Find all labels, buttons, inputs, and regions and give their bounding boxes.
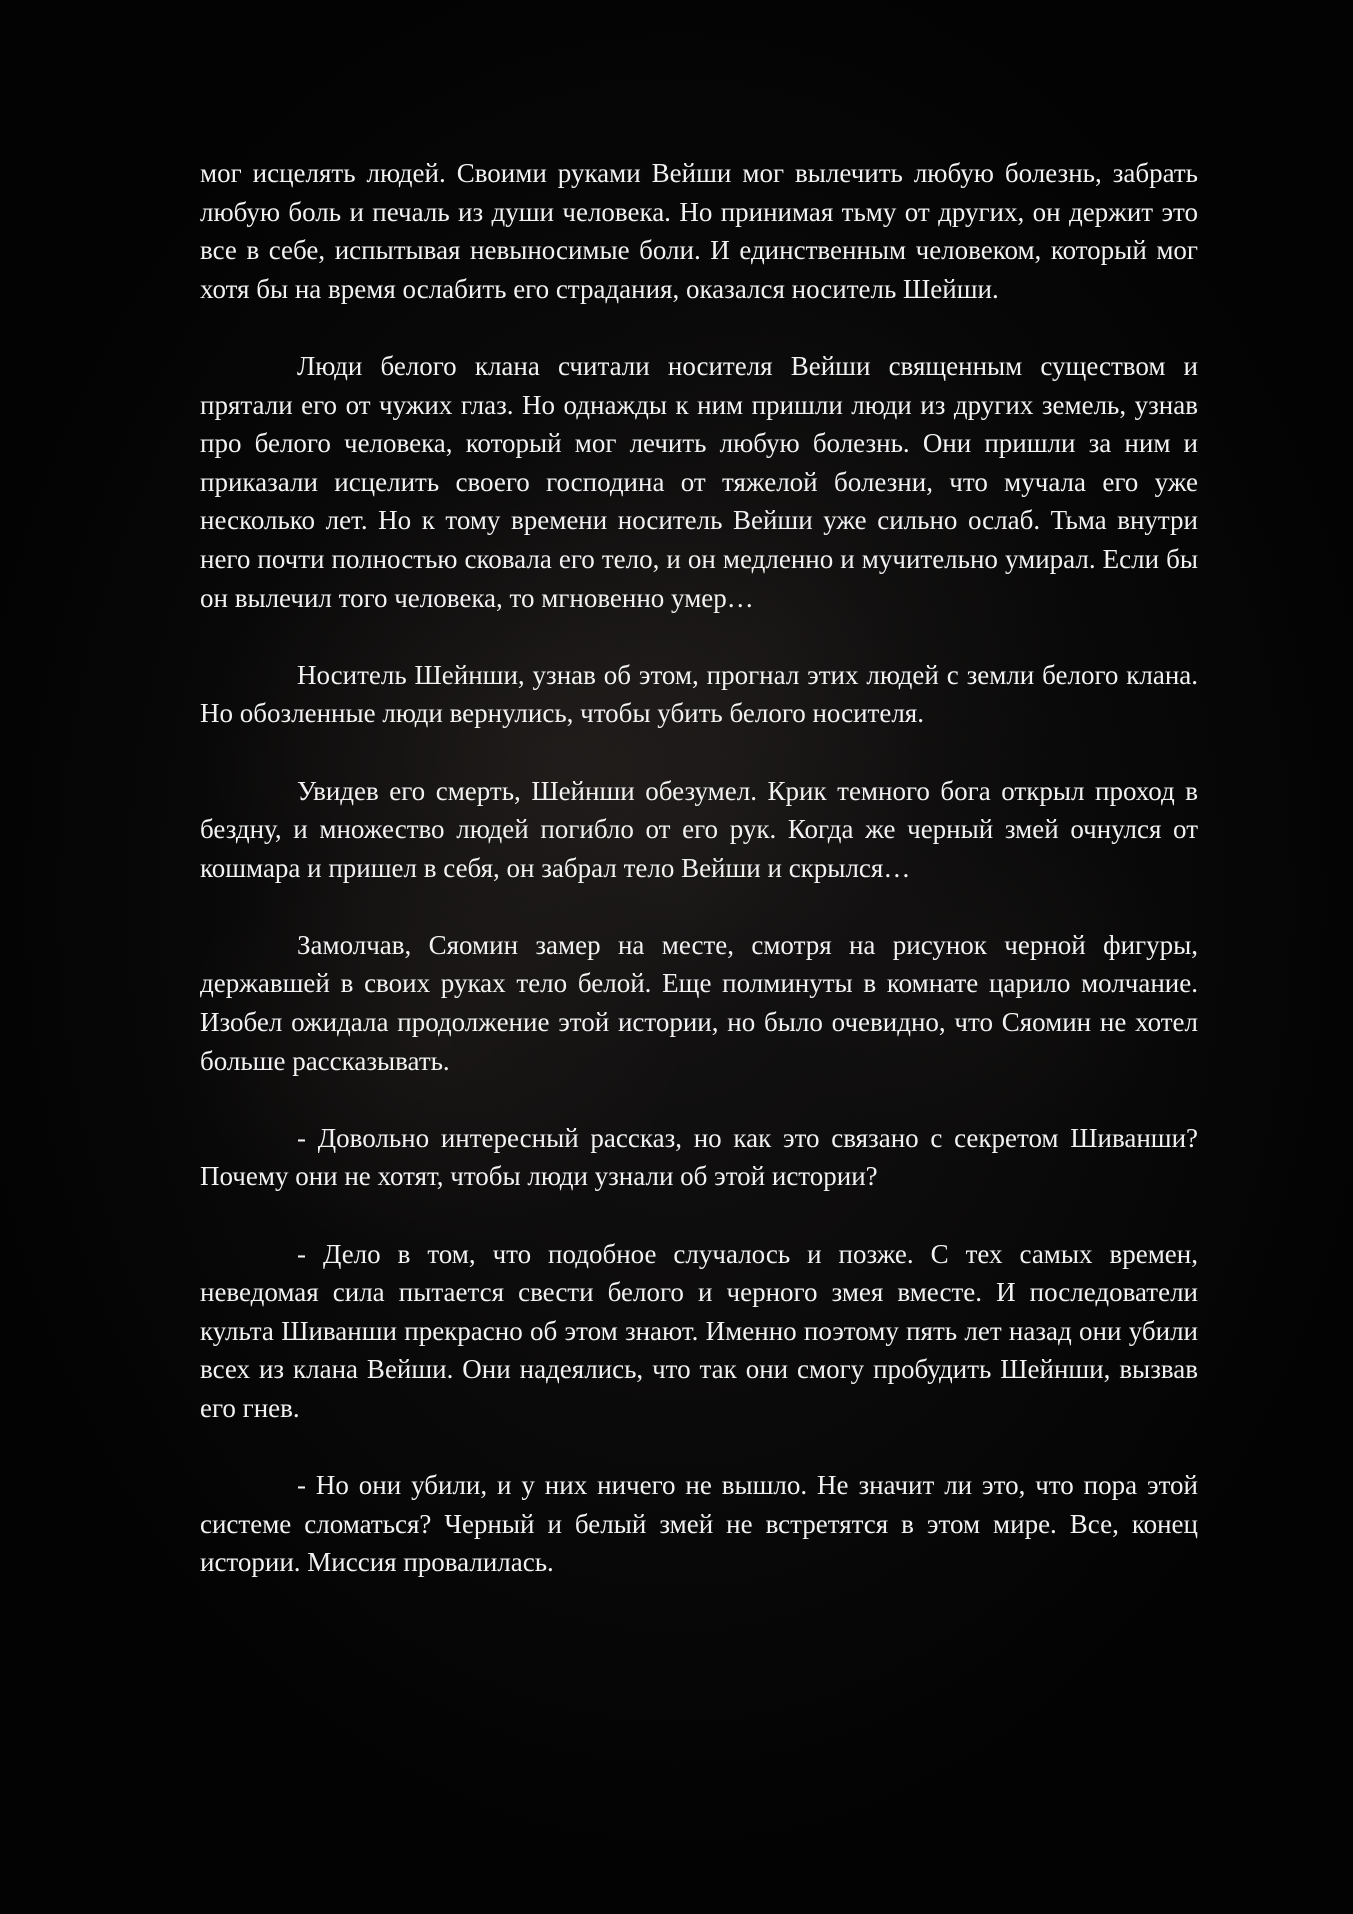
paragraph-6: - Довольно интересный рассказ, но как это связано с секретом Шиванши? Почему они не хотят, чтобы люди узнали об этой истории? [200,1122,1198,1192]
paragraph-1: мог исцелять людей. Своими руками Вейши мог вылечить любую болезнь, забрать любую боль и печаль из души человека. Но принимая тьму от других, он держит это все в себе, испытывая невыносимые боли. И единственным человеком, который мог хотя бы на время ослабить его страдания, оказался носитель Шейши. [200,158,1198,304]
text-column [200,154,1198,1621]
paragraph-8: - Но они убили, и у них ничего не вышло. Не значит ли это, что пора этой системе сломаться? Черный и белый змей не встретятся в этом мире. Все, конец истории. Миссия провалилась. [200,1470,1198,1578]
paragraph-4: Увидев его смерть, Шейнши обезумел. Крик темного бога открыл проход в бездну, и множество людей погибло от его рук. Когда же черный змей очнулся от кошмара и пришел в себя, он забрал тело Вейши и скрылся… [200,775,1198,883]
paragraph-5: Замолчав, Сяомин замер на месте, смотря на рисунок черной фигуры, державшей в своих руках тело белой. Еще полминуты в комнате царило молчание. Изобел ожидала продолжение этой истории, но было очевидно, что Сяомин не хотел больше рассказывать. [200,929,1198,1076]
paragraph-3: Носитель Шейнши, узнав об этом, прогнал этих людей с земли белого клана. Но обозленные люди вернулись, чтобы убить белого носителя. [200,659,1198,729]
paragraph-2: Люди белого клана считали носителя Вейши священным существом и прятали его от чужих глаз. Но однажды к ним пришли люди из других земель, узнав про белого человека, который мог лечить любую болезнь. Они пришли за ним и приказали исцелить своего господина от тяжелой болезни, что мучала его уже несколько лет. Но к тому времени носитель Вейши уже сильно ослаб. Тьма внутри него почти полностью сковала его тело, и он медленно и мучительно умирал. Если бы он вылечил того человека, то мгновенно умер… [200,350,1198,613]
paragraph-7: - Дело в том, что подобное случалось и позже. С тех самых времен, неведомая сила пытается свести белого и черного змея вместе. И последователи культа Шиванши прекрасно об этом знают. Именно поэтому пять лет назад они убили всех из клана Вейши. Они надеялись, что так они смогу пробудить Шейнши, вызвав его гнев. [200,1238,1198,1423]
